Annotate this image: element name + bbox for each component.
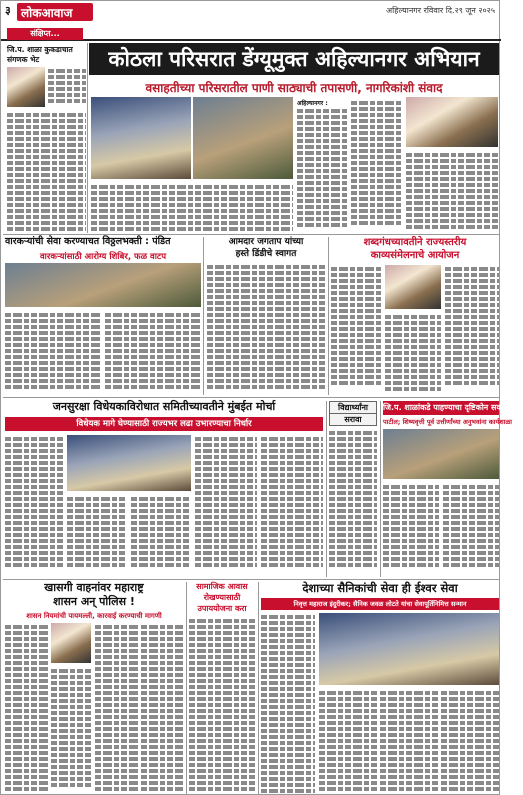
story10-headline: देशाच्या सैनिकांची सेवा ही ईश्वर सेवा (302, 581, 458, 595)
story4-text-a (331, 265, 381, 393)
section-divider-1 (3, 234, 499, 235)
sidebar-headline: जि.प. शाळा कुकडाचात संगणक भेट (7, 45, 73, 64)
sidebar-text-a (48, 67, 86, 107)
story7-text-b (443, 483, 499, 575)
story7-headline: जि.प. शाळांकडे पाहण्याचा दृष्टिकोन सकारात्मक (383, 401, 499, 415)
story4-photo (385, 265, 441, 309)
lead-text-bottom (91, 183, 293, 231)
story2-text-a (5, 311, 101, 393)
section-divider-2 (3, 397, 499, 398)
column-rule (326, 401, 327, 577)
story8-headline-1: खासगी वाहनांवर महाराष्ट्र (44, 581, 144, 594)
story3-text-a (207, 263, 265, 393)
sidebar-text-b (7, 111, 86, 231)
section-tag: संक्षिप्त... (7, 28, 83, 40)
lead-text-col3 (406, 151, 498, 231)
column-rule (328, 237, 329, 395)
column-rule (87, 43, 88, 233)
story9-headline-1: सामाजिक आवास (196, 582, 248, 591)
story8-headline-2: शासन अन् पोलिस ! (53, 595, 135, 608)
story2-subheadline: वारकऱ्यांसाठी आरोग्य शिबिर, फळ वाटप (39, 252, 167, 262)
story2-photo (5, 263, 201, 307)
story5-subheadline: विधेयक मागे घेण्यासाठी राज्यभर लढा उभारण्याचा निर्धार (5, 417, 323, 431)
story9-headline-3: उपाययोजना करा (197, 604, 247, 613)
story6-headline-2: सरावा (329, 413, 377, 426)
story8-subheadline: शासन नियमांची पायमल्ली, कारवाई करण्याची मागणी (26, 612, 162, 620)
story6-text (329, 429, 377, 575)
column-rule (380, 401, 381, 577)
story3-text-b (267, 263, 325, 393)
masthead (1, 1, 501, 41)
lead-photo-1 (91, 97, 191, 179)
story5-photo (67, 435, 191, 491)
newspaper-logo: लोकआवाज (17, 3, 93, 21)
story4-text-c (445, 265, 499, 393)
story4-text-b (385, 313, 441, 393)
story5-text-c (131, 495, 191, 575)
lead-byline: अहिल्यानगर : (297, 100, 328, 107)
story8-text-b (51, 667, 91, 793)
sidebar-photo (7, 67, 45, 107)
story2-text-b (105, 311, 201, 393)
story3-headline-1: आमदार जगताप यांच्या (228, 237, 304, 247)
story5-text-b (67, 495, 127, 575)
story8-text-a (5, 623, 49, 793)
dateline: अहिल्यानगर रविवार दि.२९ जून २०२५ (386, 6, 495, 15)
story10-subheadline: निवृत्त महाराज इंदुरीकर; सैनिक जवळ लोटते यांचा सेवापूर्तिनिमित्त सन्मान (261, 598, 499, 610)
story4-headline-2: काव्यसंमेलनाचे आयोजन (370, 250, 460, 261)
story10-text-b (319, 689, 377, 793)
story5-text-d (195, 435, 257, 575)
story10-text-c (380, 689, 438, 793)
story9-headline-2: रोखण्यासाठी (203, 593, 241, 602)
story8-text-d (141, 623, 183, 793)
story6-headline-1: विद्यार्थ्यांना (329, 401, 377, 414)
story5-headline: जनसुरक्षा विधेयकाविरोधात समितीच्यावतीने मुंबईत मोर्चा (52, 400, 276, 413)
story10-text-d (441, 689, 499, 793)
lead-photo-3 (406, 97, 498, 147)
story2-headline: वारकऱ्यांची सेवा करण्याचत विठ्ठलभक्ती : पंडित (5, 236, 171, 247)
lead-text-col1 (297, 107, 347, 231)
story10-photo (319, 613, 499, 685)
column-rule (186, 582, 187, 794)
story7-photo (383, 429, 499, 479)
story5-text-e (261, 435, 323, 575)
lead-headline: कोठला परिसरात डेंग्यूमुक्त अहिल्यानगर अभियान (89, 43, 499, 75)
lead-subheadline: वसाहतीच्या परिसरातील पाणी साठ्याची तपासणी, नागरिकांशी संवाद (145, 81, 443, 95)
story3-headline-2: हस्ते डिंडीचे स्वागत (235, 249, 297, 259)
page-number: ३ (5, 4, 11, 17)
story5-text-a (5, 435, 63, 575)
story4-headline-1: शब्दगंधच्यावतीने राज्यस्तरीय (363, 237, 467, 248)
column-rule (258, 582, 259, 794)
story7-subheadline: पाटील; शिष्यवृत्ती पूर्व उत्तीर्णांच्या अनुभवांना कार्यशाळा (383, 418, 512, 426)
story7-text-a (383, 483, 439, 575)
story9-text (189, 617, 255, 793)
lead-text-col2 (351, 99, 403, 231)
lead-photo-2 (193, 97, 293, 179)
story8-text-c (95, 623, 139, 793)
column-rule (203, 237, 204, 395)
section-divider-3 (3, 579, 499, 580)
story8-photo (51, 623, 91, 663)
story10-text-a (261, 613, 315, 793)
